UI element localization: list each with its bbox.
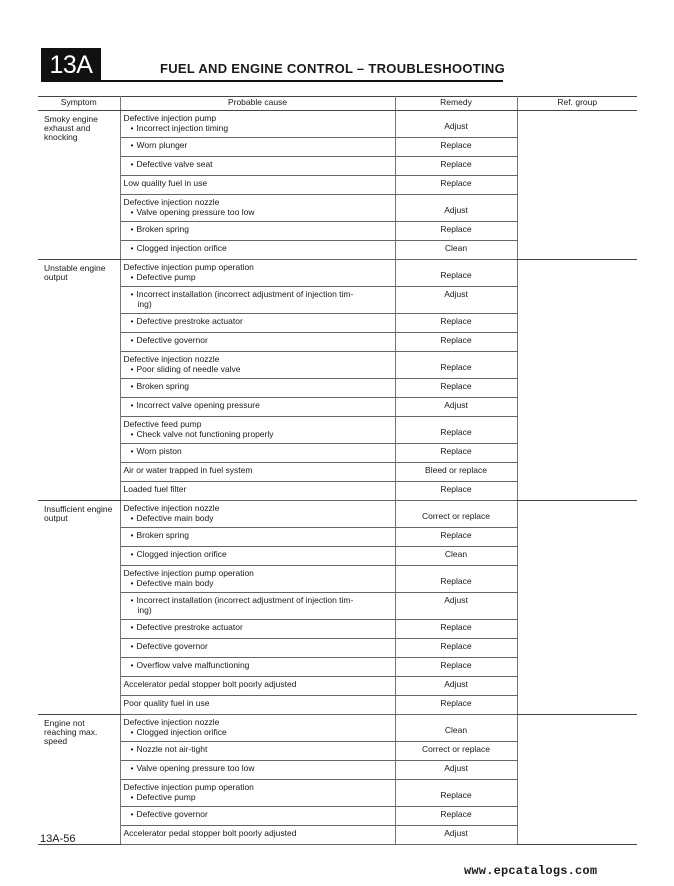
remedy-cell (395, 620, 517, 639)
symptom-cell: Unstable engine output (38, 260, 120, 501)
remedy-cell (395, 314, 517, 333)
cause-item: • Incorrect installation (incorrect adjustment of injection tim- (124, 289, 395, 299)
table-row (38, 501, 637, 528)
column-header-ref-group: Ref. group (517, 97, 637, 111)
cause-item: • Clogged injection orifice (124, 243, 395, 253)
remedy-text: Adjust (444, 400, 468, 410)
cause-item: • Broken spring (124, 381, 395, 391)
remedy-text: Replace (440, 641, 472, 651)
cause-cell (120, 501, 395, 528)
remedy-text: Replace (440, 576, 472, 586)
cause-cell (120, 658, 395, 677)
cause-item: • Poor sliding of needle valve (124, 364, 395, 374)
cause-heading: Defective injection nozzle (123, 354, 220, 364)
remedy-cell (395, 417, 517, 444)
cause-item: • Clogged injection orifice (124, 549, 395, 559)
remedy-text: Clean (444, 725, 468, 735)
ref-group-cell (517, 715, 637, 845)
cause-cell (120, 352, 395, 379)
remedy-cell (395, 566, 517, 593)
cause-item: • Defective pump (124, 792, 395, 802)
cause-cell (120, 482, 395, 501)
remedy-text: Replace (440, 140, 472, 150)
watermark: www.epcatalogs.com (464, 864, 598, 878)
cause-item-continuation: ing) (137, 299, 152, 309)
cause-heading: Low quality fuel in use (123, 178, 208, 188)
remedy-text: Replace (440, 484, 472, 494)
remedy-text: Adjust (444, 763, 468, 773)
remedy-text: Adjust (444, 595, 468, 605)
cause-cell (120, 761, 395, 780)
cause-cell (120, 157, 395, 176)
cause-heading: Defective injection pump operation (123, 568, 254, 578)
cause-item: • Defective prestroke actuator (124, 316, 395, 326)
cause-cell (120, 639, 395, 658)
remedy-cell (395, 398, 517, 417)
ref-group-cell (517, 501, 637, 715)
cause-item: • Overflow valve malfunctioning (124, 660, 395, 670)
remedy-cell (395, 696, 517, 715)
remedy-cell (395, 677, 517, 696)
cause-cell (120, 195, 395, 222)
cause-item: • Broken spring (124, 530, 395, 540)
remedy-text: Replace (440, 698, 472, 708)
cause-item: • Clogged injection orifice (124, 727, 395, 737)
page-title: FUEL AND ENGINE CONTROL – TROUBLESHOOTING (160, 61, 506, 76)
remedy-text: Replace (440, 270, 472, 280)
cause-cell (120, 826, 395, 845)
remedy-text: Replace (440, 530, 472, 540)
cause-item: • Valve opening pressure too low (124, 207, 395, 217)
cause-cell (120, 696, 395, 715)
table-body (38, 111, 637, 845)
cause-cell (120, 111, 395, 138)
remedy-cell (395, 742, 517, 761)
symptom-cell: Smoky engine exhaust and knocking (38, 111, 120, 260)
remedy-text: Adjust (444, 828, 468, 838)
cause-item-continuation: ing) (137, 605, 152, 615)
remedy-text: Replace (440, 427, 472, 437)
remedy-cell (395, 715, 517, 742)
remedy-cell (395, 639, 517, 658)
remedy-text: Correct or replace (421, 744, 491, 754)
cause-cell (120, 593, 395, 620)
column-header-cause: Probable cause (120, 97, 395, 111)
cause-cell (120, 176, 395, 195)
cause-cell (120, 715, 395, 742)
cause-heading: Defective feed pump (123, 419, 202, 429)
remedy-cell (395, 761, 517, 780)
cause-cell (120, 528, 395, 547)
remedy-text: Replace (440, 224, 472, 234)
remedy-text: Replace (440, 660, 472, 670)
cause-item: • Defective governor (124, 335, 395, 345)
cause-item: • Defective governor (124, 641, 395, 651)
remedy-cell (395, 826, 517, 845)
cause-heading: Defective injection pump operation (123, 782, 254, 792)
cause-item: • Defective pump (124, 272, 395, 282)
remedy-cell (395, 463, 517, 482)
remedy-text: Replace (440, 362, 472, 372)
ref-group-cell (517, 260, 637, 501)
column-header-remedy: Remedy (395, 97, 517, 111)
remedy-cell (395, 111, 517, 138)
remedy-text: Replace (440, 622, 472, 632)
cause-item: • Incorrect installation (incorrect adjustment of injection tim- (124, 595, 395, 605)
cause-cell (120, 379, 395, 398)
remedy-cell (395, 780, 517, 807)
cause-heading: Accelerator pedal stopper bolt poorly adjusted (123, 828, 297, 838)
cause-item: • Incorrect valve opening pressure (124, 400, 395, 410)
cause-cell (120, 742, 395, 761)
cause-cell (120, 807, 395, 826)
cause-heading: Defective injection pump (123, 113, 217, 123)
remedy-text: Adjust (444, 121, 468, 131)
troubleshooting-table (38, 96, 637, 845)
page-number: 13A-56 (40, 833, 76, 845)
ref-group-cell (517, 111, 637, 260)
table-row (38, 715, 637, 742)
remedy-text: Replace (440, 809, 472, 819)
table-row (38, 111, 637, 138)
cause-cell (120, 417, 395, 444)
cause-cell (120, 398, 395, 417)
column-header-symptom: Symptom (38, 97, 120, 111)
cause-item: • Check valve not functioning properly (124, 429, 395, 439)
cause-cell (120, 333, 395, 352)
cause-item: • Worn piston (124, 446, 395, 456)
cause-heading: Accelerator pedal stopper bolt poorly adjusted (123, 679, 297, 689)
remedy-text: Adjust (444, 205, 468, 215)
remedy-text: Clean (444, 549, 468, 559)
remedy-cell (395, 260, 517, 287)
cause-cell (120, 222, 395, 241)
cause-cell (120, 138, 395, 157)
cause-item: • Defective main body (124, 513, 395, 523)
remedy-cell (395, 157, 517, 176)
remedy-cell (395, 658, 517, 677)
cause-cell (120, 620, 395, 639)
cause-item: • Broken spring (124, 224, 395, 234)
remedy-text: Replace (440, 178, 472, 188)
troubleshooting-table-wrap (38, 96, 637, 845)
remedy-cell (395, 287, 517, 314)
remedy-cell (395, 501, 517, 528)
remedy-cell (395, 547, 517, 566)
cause-item: • Incorrect injection timing (124, 123, 395, 133)
cause-heading: Air or water trapped in fuel system (123, 465, 253, 475)
table-header-row (38, 97, 637, 111)
cause-item: • Defective valve seat (124, 159, 395, 169)
cause-item: • Nozzle not air-tight (124, 744, 395, 754)
remedy-text: Replace (440, 159, 472, 169)
remedy-text: Clean (444, 243, 468, 253)
header-rule (101, 80, 503, 82)
remedy-cell (395, 444, 517, 463)
cause-item: • Defective main body (124, 578, 395, 588)
remedy-text: Replace (440, 335, 472, 345)
remedy-text: Replace (440, 381, 472, 391)
cause-cell (120, 566, 395, 593)
remedy-text: Correct or replace (421, 511, 491, 521)
cause-cell (120, 287, 395, 314)
cause-cell (120, 547, 395, 566)
remedy-text: Replace (440, 316, 472, 326)
symptom-cell: Engine not reaching max. speed (38, 715, 120, 845)
remedy-cell (395, 807, 517, 826)
remedy-text: Adjust (444, 679, 468, 689)
remedy-cell (395, 333, 517, 352)
cause-heading: Defective injection nozzle (123, 503, 220, 513)
cause-cell (120, 314, 395, 333)
cause-cell (120, 677, 395, 696)
remedy-cell (395, 593, 517, 620)
cause-item: • Defective governor (124, 809, 395, 819)
cause-item: • Valve opening pressure too low (124, 763, 395, 773)
cause-item: • Worn plunger (124, 140, 395, 150)
remedy-cell (395, 176, 517, 195)
remedy-cell (395, 379, 517, 398)
cause-heading: Defective injection nozzle (123, 717, 220, 727)
remedy-text: Replace (440, 790, 472, 800)
cause-heading: Poor quality fuel in use (123, 698, 210, 708)
remedy-cell (395, 482, 517, 501)
cause-cell (120, 780, 395, 807)
cause-heading: Loaded fuel filter (123, 484, 187, 494)
cause-heading: Defective injection nozzle (123, 197, 220, 207)
remedy-cell (395, 138, 517, 157)
cause-cell (120, 260, 395, 287)
symptom-cell: Insufficient engine output (38, 501, 120, 715)
cause-cell (120, 463, 395, 482)
remedy-cell (395, 222, 517, 241)
cause-cell (120, 241, 395, 260)
remedy-cell (395, 195, 517, 222)
remedy-cell (395, 528, 517, 547)
cause-cell (120, 444, 395, 463)
remedy-cell (395, 352, 517, 379)
remedy-text: Bleed or replace (425, 465, 487, 475)
section-tag: 13A (41, 48, 101, 82)
cause-item: • Defective prestroke actuator (124, 622, 395, 632)
remedy-text: Adjust (444, 289, 468, 299)
table-row (38, 260, 637, 287)
remedy-cell (395, 241, 517, 260)
remedy-text: Replace (440, 446, 472, 456)
cause-heading: Defective injection pump operation (123, 262, 254, 272)
